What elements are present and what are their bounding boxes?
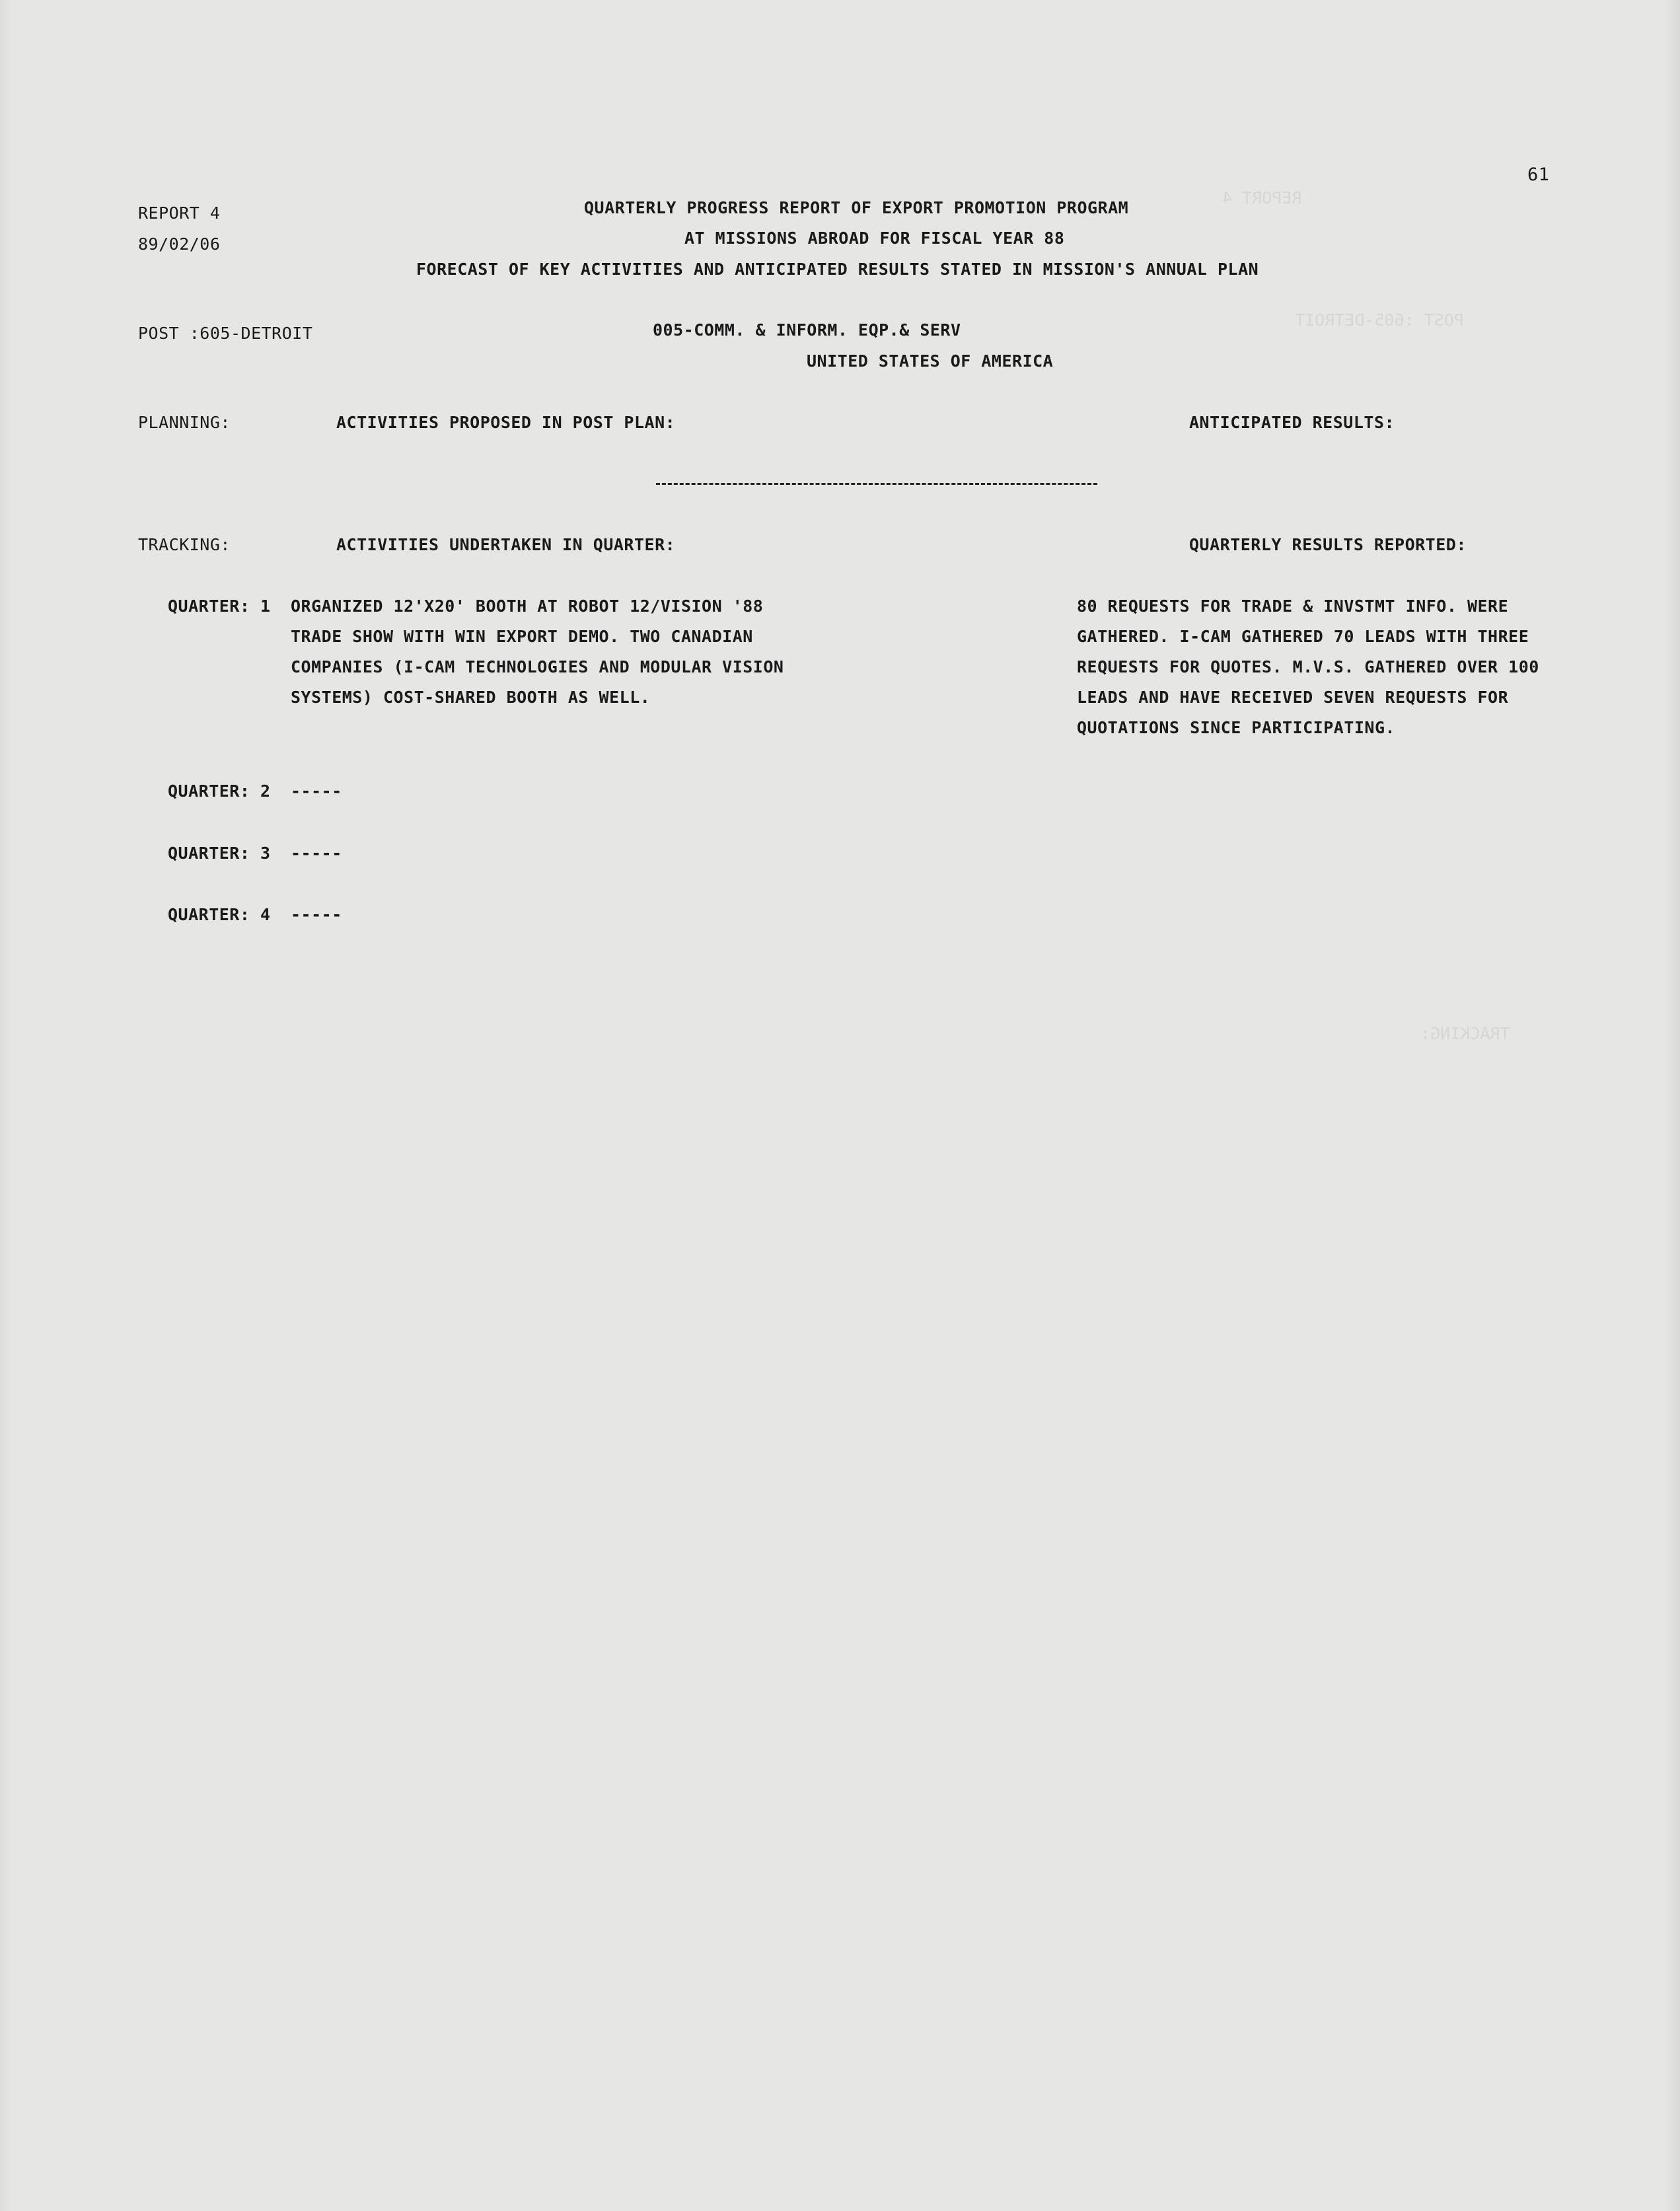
quarter-1-result-line: REQUESTS FOR QUOTES. M.V.S. GATHERED OVER 100 [1077,657,1539,676]
quarter-4-label: QUARTER: 4 [168,905,271,924]
quarter-4-activity: ----- [291,905,342,924]
quarter-2-activity: ----- [291,781,342,801]
report-title-line-1: QUARTERLY PROGRESS REPORT OF EXPORT PROMOTION PROGRAM [584,198,1129,217]
quarter-1-activity-line: TRADE SHOW WITH WIN EXPORT DEMO. TWO CANADIAN [291,627,753,646]
report-title-line-3: FORECAST OF KEY ACTIVITIES AND ANTICIPATED RESULTS STATED IN MISSION'S ANNUAL PLAN [416,260,1259,279]
quarter-1-label: QUARTER: 1 [168,597,271,616]
quarter-3-activity: ----- [291,844,342,863]
report-date: 89/02/06 [138,235,221,254]
planning-results-header: ANTICIPATED RESULTS: [1189,413,1395,432]
quarter-1-activity-line: SYSTEMS) COST-SHARED BOOTH AS WELL. [291,688,651,707]
quarter-1-result-line: LEADS AND HAVE RECEIVED SEVEN REQUESTS FOR [1077,688,1509,707]
show-through-ghost: TRACKING: [1420,1024,1510,1043]
page-number: 61 [1527,164,1550,185]
quarter-1-result-line: GATHERED. I-CAM GATHERED 70 LEADS WITH THREE [1077,627,1529,646]
tracking-results-header: QUARTERLY RESULTS REPORTED: [1189,535,1467,554]
quarter-3-label: QUARTER: 3 [168,844,271,863]
country-label: UNITED STATES OF AMERICA [807,351,1054,371]
separator-dashed-line [656,483,1097,485]
quarter-2-label: QUARTER: 2 [168,781,271,801]
quarter-1-result-line: 80 REQUESTS FOR TRADE & INVSTMT INFO. WERE [1077,597,1509,616]
tracking-activities-header: ACTIVITIES UNDERTAKEN IN QUARTER: [336,535,676,554]
planning-label: PLANNING: [138,413,231,432]
quarter-1-activity-line: COMPANIES (I-CAM TECHNOLOGIES AND MODULAR VISION [291,657,784,676]
planning-activities-header: ACTIVITIES PROPOSED IN POST PLAN: [336,413,676,432]
show-through-ghost: REPORT 4 [1222,188,1302,207]
show-through-ghost: POST :605-DETROIT [1295,310,1464,330]
quarter-1-activity-line: ORGANIZED 12'X20' BOOTH AT ROBOT 12/VISION '88 [291,597,764,616]
report-number: REPORT 4 [138,203,221,223]
sector-label: 005-COMM. & INFORM. EQP.& SERV [653,320,961,340]
quarter-1-result-line: QUOTATIONS SINCE PARTICIPATING. [1077,718,1396,737]
report-title-line-2: AT MISSIONS ABROAD FOR FISCAL YEAR 88 [684,229,1065,248]
tracking-label: TRACKING: [138,535,231,554]
post-label: POST :605-DETROIT [138,324,313,343]
